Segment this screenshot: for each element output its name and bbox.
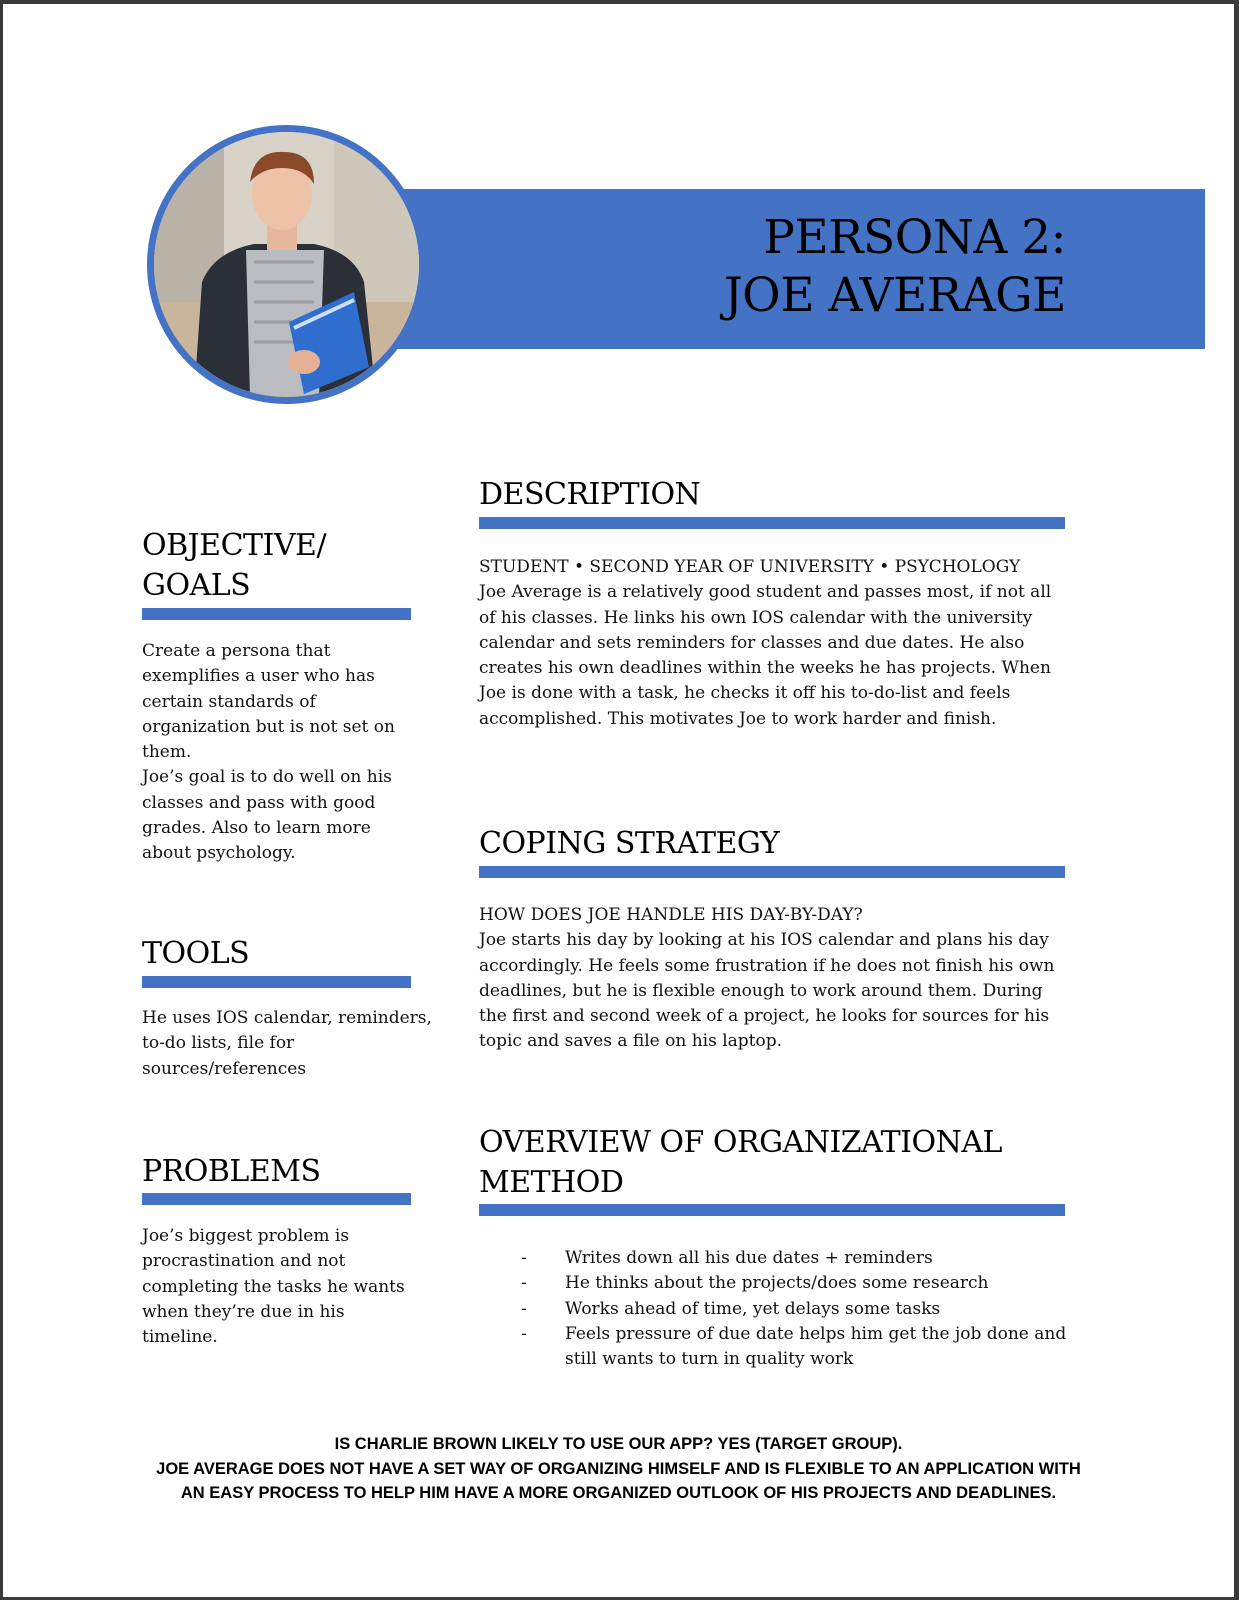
student-photo-illustration bbox=[154, 132, 419, 397]
problems-divider bbox=[142, 1193, 411, 1205]
student-photo bbox=[147, 125, 426, 404]
objective-heading-line-2: GOALS bbox=[142, 568, 251, 603]
description-text bbox=[479, 555, 1071, 732]
objective-paragraph-1: Create a persona that exemplifies a user who has certain standards of organization but is not set on them. bbox=[142, 641, 395, 763]
coping-divider bbox=[479, 866, 1065, 878]
description-paragraph: Joe Average is a relatively good student and passes most, if not all of his classes. He links his own IOS calendar with the university calendar and sets reminders for classes and due dates. He also creates his own deadlines within the weeks he has projects. When Joe is done with a task, he checks it off his to-do-list and feels accomplished. This motivates Joe to work harder and finish. bbox=[479, 582, 1052, 729]
objective-heading bbox=[142, 526, 326, 606]
coping-heading: COPING STRATEGY bbox=[479, 826, 780, 861]
method-divider bbox=[479, 1204, 1065, 1216]
coping-text bbox=[479, 903, 1071, 1055]
method-heading-line-2: METHOD bbox=[479, 1165, 624, 1200]
footer-line-3: AN EASY PROCESS TO HELP HIM HAVE A MORE ORGANIZED OUTLOOK OF HIS PROJECTS AND DEADLINES. bbox=[180, 1484, 1057, 1502]
objective-paragraph-2: Joe’s goal is to do well on his classes and pass with good grades. Also to learn more about psychology. bbox=[142, 767, 392, 864]
description-heading: DESCRIPTION bbox=[479, 477, 701, 512]
list-item: - He thinks about the projects/does some research bbox=[521, 1271, 1081, 1296]
tools-heading: TOOLS bbox=[142, 936, 250, 971]
problems-heading: PROBLEMS bbox=[142, 1154, 321, 1189]
coping-paragraph: Joe starts his day by looking at his IOS calendar and plans his day accordingly. He feels some frustration if he does not finish his own deadlines, but he is flexible enough to work around them. During the first and second week of a project, he looks for sources for his topic and saves a file on his laptop. bbox=[479, 930, 1055, 1052]
footer-line-1: IS CHARLIE BROWN LIKELY TO USE OUR APP? YES (TARGET GROUP). bbox=[334, 1435, 903, 1453]
description-divider bbox=[479, 517, 1065, 529]
list-item: - Writes down all his due dates + reminders bbox=[521, 1246, 1081, 1271]
tools-text: He uses IOS calendar, reminders, to-do lists, file for sources/references bbox=[142, 1008, 432, 1079]
objective-heading-line-1: OBJECTIVE/ bbox=[142, 528, 327, 563]
objective-divider bbox=[142, 608, 411, 620]
coping-subtitle: HOW DOES JOE HANDLE HIS DAY-BY-DAY? bbox=[479, 905, 863, 925]
method-list bbox=[521, 1246, 1081, 1372]
title-line-2: JOE AVERAGE bbox=[723, 268, 1066, 323]
footer-line-2: JOE AVERAGE DOES NOT HAVE A SET WAY OF ORGANIZING HIMSELF AND IS FLEXIBLE TO AN APPLICATION WITH bbox=[156, 1459, 1081, 1478]
tools-divider bbox=[142, 976, 411, 988]
problems-text: Joe’s biggest problem is procrastination and not completing the tasks he wants when they’re due in his timeline. bbox=[142, 1226, 405, 1348]
conclusion-footer bbox=[113, 1432, 1124, 1506]
persona-document bbox=[3, 4, 1234, 1597]
method-heading bbox=[479, 1123, 1002, 1203]
objective-text bbox=[142, 639, 422, 867]
list-item: - Feels pressure of due date helps him get the job done and still wants to turn in quality work bbox=[521, 1322, 1081, 1373]
method-heading-line-1: OVERVIEW OF ORGANIZATIONAL bbox=[479, 1125, 1002, 1160]
title-line-1: PERSONA 2: bbox=[763, 210, 1066, 265]
list-item: - Works ahead of time, yet delays some tasks bbox=[521, 1297, 1081, 1322]
persona-title bbox=[724, 209, 1066, 325]
description-subtitle: STUDENT • SECOND YEAR OF UNIVERSITY • PSYCHOLOGY bbox=[479, 557, 1021, 577]
